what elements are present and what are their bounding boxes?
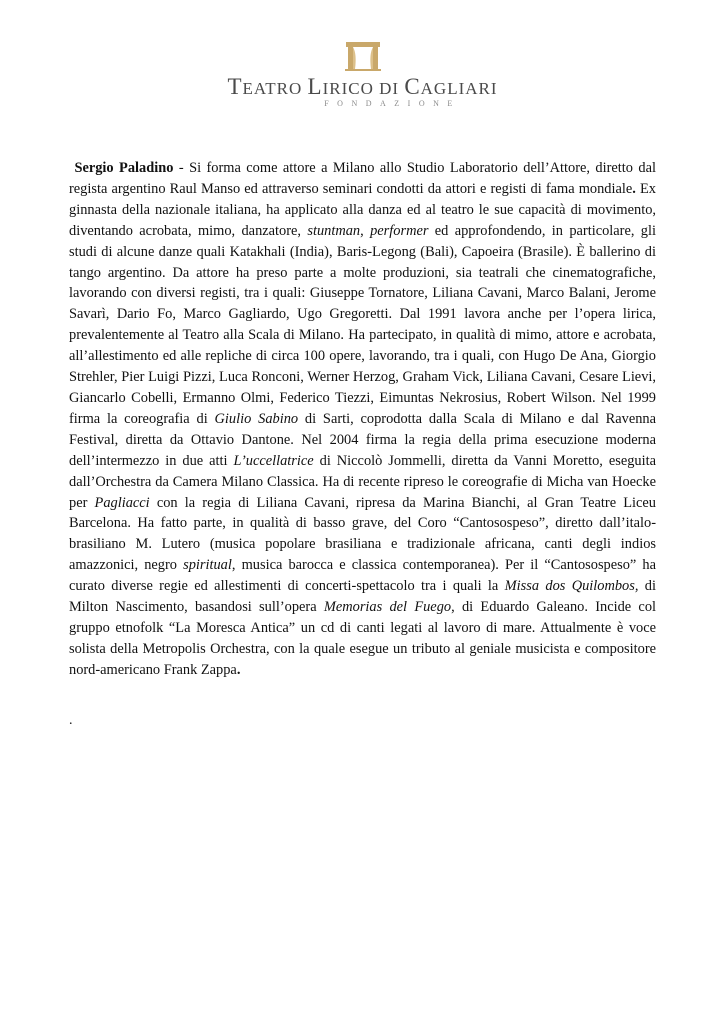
bio-text: Ex ginnasta della nazionale italiana, ha applicato alla danza ed al teatro le sue capacità di movimento, diventando acrobata, mimo, danzatore, bbox=[69, 180, 656, 239]
bio-italic: Pagliacci bbox=[94, 494, 150, 511]
bio-text: con la regia di Liliana Cavani, ripresa da Marina Bianchi, al Gran Teatre Liceu Barcelona. Ha fatto parte, in qualità di basso grave, del Coro “Cantosospeso”, diretto dall’italo-brasiliano M. Lutero (musica popolare brasiliana e tradizionale africana, canti degli indios amazzonici, negro bbox=[69, 494, 656, 574]
bio-text: . bbox=[236, 661, 241, 678]
bio-italic: spiritual bbox=[183, 557, 232, 574]
bio-text: - Si forma come attore a Milano allo Studio Laboratorio dell’Attore, diretto dal regista argentino Raul Manso ed attraverso seminari condotti da attori e registi di fama mondiale bbox=[69, 160, 656, 197]
biography-text bbox=[69, 158, 656, 681]
page-header bbox=[0, 40, 725, 109]
bio-text: ed approfondendo, in particolare, gli studi di alcune danze quali Katakhali (India), Baris-Legong (Bali), Capoeira (Brasile). È ballerino di tango argentino. Da attore ha preso parte a molte produzioni, sia teatrali che cinematografiche, lavorando con diversi registi, tra i quali: Giuseppe Tornatore, Liliana Cavani, Marco Balani, Jerome Savarì, Dario Fo, Marco Gagliardo, Ugo Gregoretti. Dal 1991 lavora anche per l’opera lirica, prevalentemente al Teatro alla Scala di Milano. Ha partecipato, in qualità di mimo, attore e acrobata, all’allestimento ed alle repliche di circa 100 opere, lavorando, tra i quali, con Hugo De Ana, Giorgio Strehler, Pier Luigi Pizzi, Luca Ronconi, Werner Herzog, Graham Vick, Liliana Cavani, Cesare Lievi, Giancarlo Cobelli, Ermanno Olmi, Federico Tiezzi, Eimuntas Nekrosius, Robert Wilson. Nel 1999 firma la coreografia di bbox=[69, 222, 656, 427]
artist-name: Sergio Paladino bbox=[74, 160, 174, 176]
trailing-dot: . bbox=[69, 713, 73, 728]
brand-name: TEATRO LIRICO DI CAGLIARI bbox=[227, 74, 498, 99]
bio-italic: L’uccellatrice bbox=[233, 452, 314, 469]
bio-text: di Sarti, coprodotta dalla Scala di Milano e dal Ravenna Festival, diretta da Ottavio Dantone. Nel 2004 firma la regia della prima esecuzione moderna dell’intermezzo in due atti bbox=[69, 410, 656, 469]
bio-italic: Missa dos Quilombos, bbox=[504, 578, 639, 595]
bio-text: di Milton Nascimento, basandosi sull’opera bbox=[69, 578, 656, 616]
biography-paragraph bbox=[69, 158, 656, 681]
bio-text: di Niccolò Jommelli, diretta da Vanni Moretto, eseguita dall’Orchestra da Camera Milano Classica. Ha di recente ripreso le coreografie di Micha van Hoecke per bbox=[69, 452, 656, 511]
bio-text: , di Eduardo Galeano. Incide col gruppo etnofolk “La Moresca Antica” un cd di canti legati al lavoro di mare. Attualmente è voce solista della Metropolis Orchestra, con la quale esegue un tributo al geniale musicista e compositore nord-americano Frank Zappa bbox=[69, 599, 657, 678]
bio-text: , musica barocca e classica contemporanea). Per il “Cantosospeso” ha curato diverse regie ed allestimenti di concerti-spettacolo tra i quali la bbox=[69, 557, 657, 595]
bio-text: . bbox=[632, 180, 636, 197]
bio-text: , bbox=[360, 222, 371, 239]
stage-curtain-icon bbox=[343, 40, 383, 72]
bio-italic: performer bbox=[370, 222, 429, 239]
brand-subtitle: FONDAZIONE bbox=[324, 99, 461, 108]
bio-italic: Giulio Sabino bbox=[214, 410, 299, 427]
bio-italic: stuntman bbox=[307, 222, 361, 239]
bio-italic: Memorias del Fuego bbox=[323, 599, 452, 616]
